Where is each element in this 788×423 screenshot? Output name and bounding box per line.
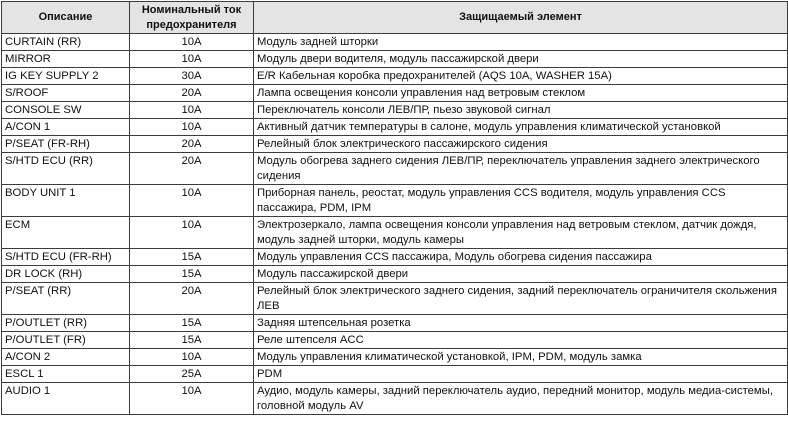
fuse-name-cell: P/SEAT (RR) xyxy=(2,283,130,315)
rated-current-cell: 15A xyxy=(130,266,254,283)
table-row xyxy=(2,119,788,136)
table-row xyxy=(2,185,788,217)
fuse-name-cell: BODY UNIT 1 xyxy=(2,185,130,217)
fuse-name-cell: A/CON 2 xyxy=(2,349,130,366)
protected-element-cell: Модуль задней шторки xyxy=(254,34,788,51)
fuse-name-cell: S/HTD ECU (RR) xyxy=(2,153,130,185)
fuse-name-cell: A/CON 1 xyxy=(2,119,130,136)
protected-element-cell: E/R Кабельная коробка предохранителей (AQS 10A, WASHER 15A) xyxy=(254,68,788,85)
rated-current-cell: 10A xyxy=(130,217,254,249)
protected-element-cell: Приборная панель, реостат, модуль управления CCS водителя, модуль управления CCS пассажира, PDM, IPM xyxy=(254,185,788,217)
rated-current-cell: 10A xyxy=(130,383,254,415)
fuse-name-cell: ECM xyxy=(2,217,130,249)
rated-current-cell: 15A xyxy=(130,249,254,266)
rated-current-cell: 20A xyxy=(130,136,254,153)
fuse-name-cell: DR LOCK (RH) xyxy=(2,266,130,283)
rated-current-cell: 10A xyxy=(130,349,254,366)
table-header-row xyxy=(2,2,788,34)
protected-element-cell: Переключатель консоли ЛЕВ/ПР, пьезо звуковой сигнал xyxy=(254,102,788,119)
table-row xyxy=(2,366,788,383)
protected-element-cell: Модуль управления CCS пассажира, Модуль обогрева сидения пассажира xyxy=(254,249,788,266)
table-row xyxy=(2,102,788,119)
fuse-name-cell: MIRROR xyxy=(2,51,130,68)
table-row xyxy=(2,283,788,315)
table-row xyxy=(2,349,788,366)
fuse-table xyxy=(1,1,788,415)
protected-element-cell: Электрозеркало, лампа освещения консоли управления над ветровым стеклом, датчик дождя, модуль задней шторки, модуль камеры xyxy=(254,217,788,249)
header-protected-element: Защищаемый элемент xyxy=(254,2,788,34)
fuse-name-cell: CURTAIN (RR) xyxy=(2,34,130,51)
rated-current-cell: 15A xyxy=(130,332,254,349)
table-row xyxy=(2,68,788,85)
header-description: Описание xyxy=(2,2,130,34)
table-row xyxy=(2,217,788,249)
rated-current-cell: 10A xyxy=(130,185,254,217)
rated-current-cell: 10A xyxy=(130,119,254,136)
fuse-name-cell: S/HTD ECU (FR-RH) xyxy=(2,249,130,266)
protected-element-cell: Модуль управления климатической установкой, IPM, PDM, модуль замка xyxy=(254,349,788,366)
rated-current-cell: 10A xyxy=(130,51,254,68)
fuse-name-cell: P/OUTLET (FR) xyxy=(2,332,130,349)
fuse-name-cell: AUDIO 1 xyxy=(2,383,130,415)
table-row xyxy=(2,136,788,153)
fuse-name-cell: P/OUTLET (RR) xyxy=(2,315,130,332)
fuse-name-cell: P/SEAT (FR-RH) xyxy=(2,136,130,153)
protected-element-cell: Реле штепселя ACC xyxy=(254,332,788,349)
fuse-name-cell: S/ROOF xyxy=(2,85,130,102)
protected-element-cell: Лампа освещения консоли управления над ветровым стеклом xyxy=(254,85,788,102)
protected-element-cell: Релейный блок электрического пассажирского сидения xyxy=(254,136,788,153)
fuse-name-cell: CONSOLE SW xyxy=(2,102,130,119)
table-row xyxy=(2,332,788,349)
table-row xyxy=(2,383,788,415)
rated-current-cell: 15A xyxy=(130,315,254,332)
rated-current-cell: 10A xyxy=(130,102,254,119)
protected-element-cell: Задняя штепсельная розетка xyxy=(254,315,788,332)
fuse-name-cell: ESCL 1 xyxy=(2,366,130,383)
table-row xyxy=(2,85,788,102)
table-row xyxy=(2,266,788,283)
table-row xyxy=(2,51,788,68)
rated-current-cell: 10A xyxy=(130,34,254,51)
protected-element-cell: Модуль обогрева заднего сидения ЛЕВ/ПР, переключатель управления заднего электрического сидения xyxy=(254,153,788,185)
protected-element-cell: Модуль пассажирской двери xyxy=(254,266,788,283)
protected-element-cell: Активный датчик температуры в салоне, модуль управления климатической установкой xyxy=(254,119,788,136)
table-row xyxy=(2,315,788,332)
table-row xyxy=(2,34,788,51)
protected-element-cell: Модуль двери водителя, модуль пассажирской двери xyxy=(254,51,788,68)
fuse-name-cell: IG KEY SUPPLY 2 xyxy=(2,68,130,85)
table-row xyxy=(2,249,788,266)
header-rated-current: Номинальный ток предохранителя xyxy=(130,2,254,34)
rated-current-cell: 25A xyxy=(130,366,254,383)
rated-current-cell: 30A xyxy=(130,68,254,85)
protected-element-cell: PDM xyxy=(254,366,788,383)
rated-current-cell: 20A xyxy=(130,153,254,185)
table-row xyxy=(2,153,788,185)
rated-current-cell: 20A xyxy=(130,283,254,315)
rated-current-cell: 20A xyxy=(130,85,254,102)
protected-element-cell: Аудио, модуль камеры, задний переключатель аудио, передний монитор, модуль медиа-системы, головной модуль AV xyxy=(254,383,788,415)
protected-element-cell: Релейный блок электрического заднего сидения, задний переключатель ограничителя скольжения ЛЕВ xyxy=(254,283,788,315)
